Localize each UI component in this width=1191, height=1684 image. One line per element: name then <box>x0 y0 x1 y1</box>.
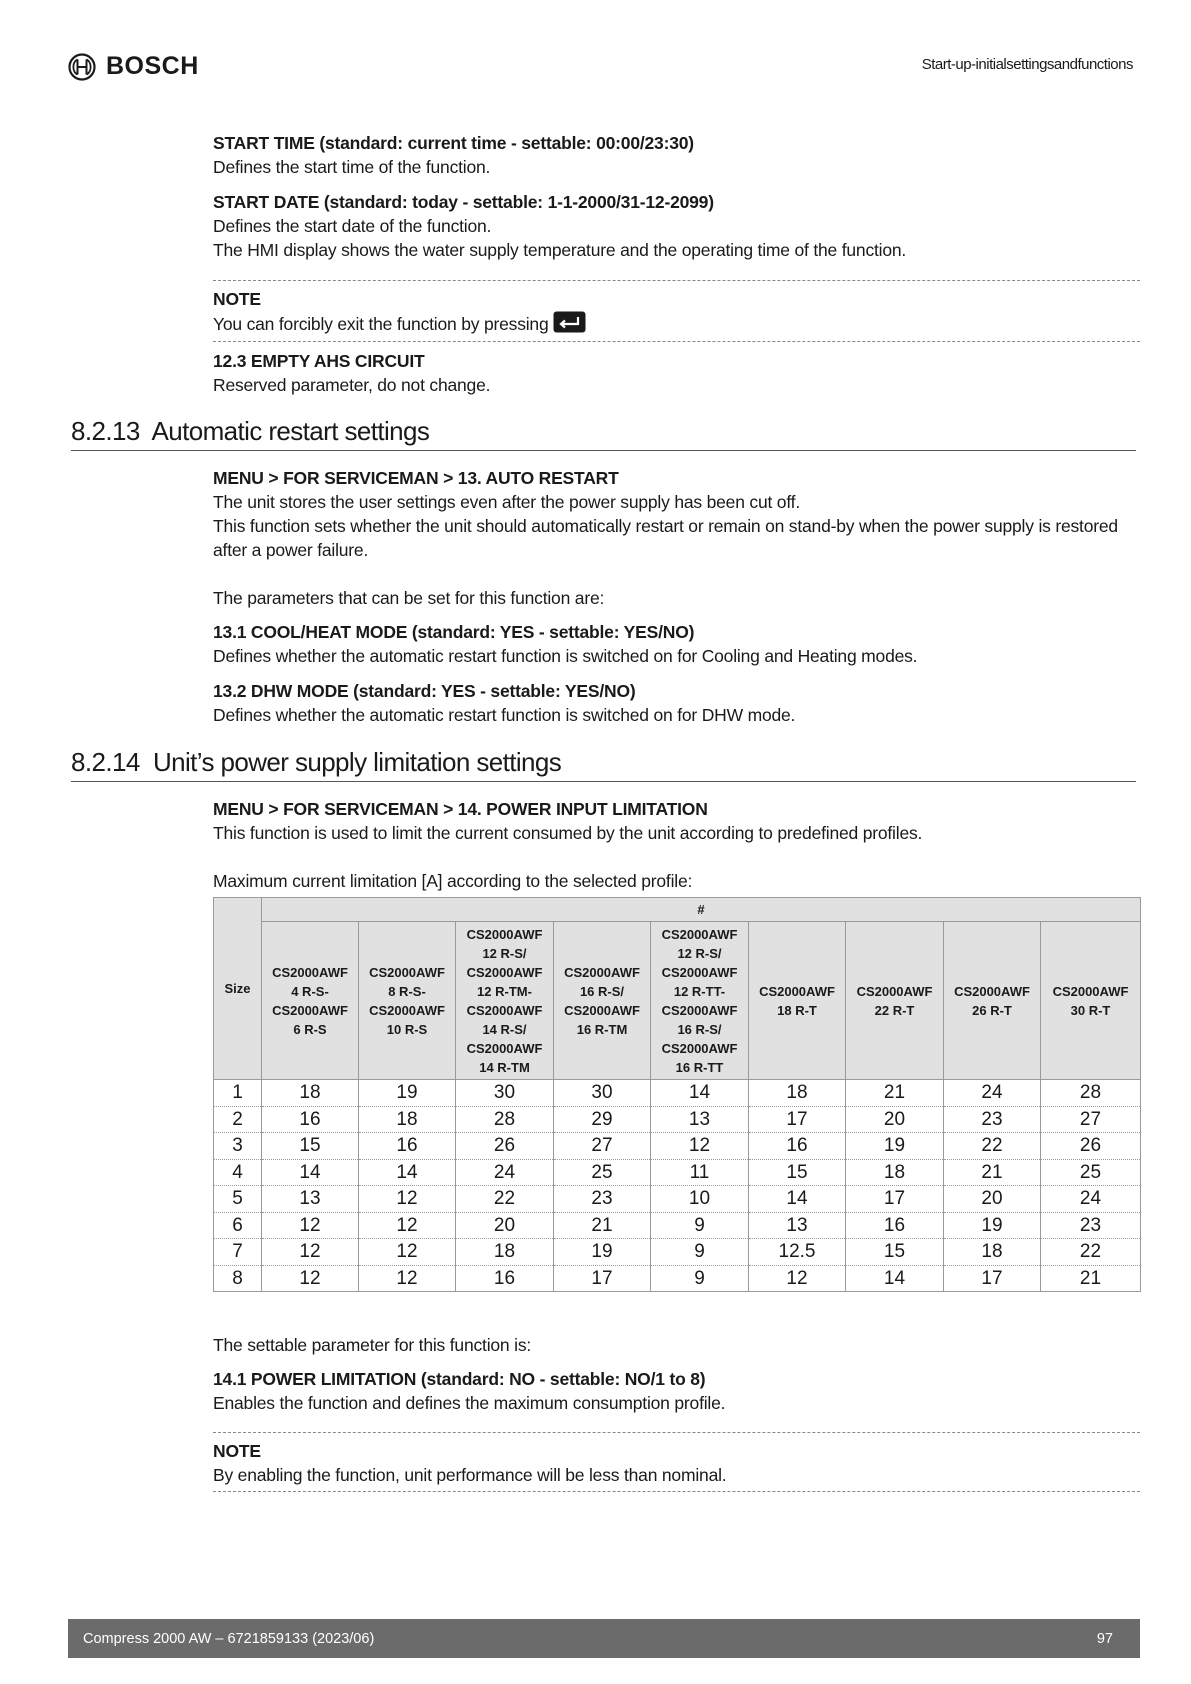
model-header-line: CS2000AWF <box>564 1002 640 1018</box>
current-limit-cell: 18 <box>846 1159 944 1186</box>
current-limit-cell: 21 <box>944 1159 1041 1186</box>
model-header-line: CS2000AWF <box>466 926 543 942</box>
current-limit-cell: 22 <box>456 1186 554 1213</box>
model-header-line: 12 R-TM- <box>477 983 532 999</box>
model-header <box>554 922 651 1080</box>
model-header <box>359 922 456 1080</box>
note-text: By enabling the function, unit performance will be less than nominal. <box>213 1465 727 1485</box>
model-header-line: 6 R-S <box>293 1021 327 1037</box>
model-header-line: 16 R-TT <box>675 1059 724 1075</box>
model-header-line: CS2000AWF <box>661 1002 738 1018</box>
start-date-hmi-text: The HMI display shows the water supply temperature and the operating time of the function. <box>213 240 907 260</box>
current-limit-cell: 18 <box>359 1106 456 1133</box>
note-exit-text: You can forcibly exit the function by pressing <box>213 314 549 334</box>
current-limit-cell: 19 <box>944 1212 1041 1239</box>
model-header-line: CS2000AWF <box>661 926 738 942</box>
model-header <box>1041 922 1141 1080</box>
auto-restart-params-intro: The parameters that can be set for this function are: <box>213 588 605 608</box>
current-limit-cell: 14 <box>749 1186 846 1213</box>
current-limit-cell: 13 <box>651 1106 749 1133</box>
current-limit-cell: 16 <box>359 1133 456 1160</box>
enter-key-icon <box>553 311 586 333</box>
param-13-1-text: Defines whether the automatic restart function is switched on for Cooling and Heating modes. <box>213 646 918 666</box>
model-header-line: CS2000AWF <box>466 1002 543 1018</box>
profile-size-cell: 7 <box>214 1239 262 1266</box>
start-time-text: Defines the start time of the function. <box>213 157 491 177</box>
page-number: 97 <box>1096 1630 1113 1647</box>
current-limit-cell: 12 <box>262 1212 359 1239</box>
power-limit-table-caption: Maximum current limitation [A] according to the selected profile: <box>213 871 693 891</box>
current-limit-cell: 18 <box>944 1239 1041 1266</box>
page-footer <box>68 1619 1140 1658</box>
section-8-2-13-title <box>71 414 1136 451</box>
current-limit-cell: 12 <box>651 1133 749 1160</box>
start-date-heading: START DATE (standard: today - settable: 1-1-2000/31-12-2099) <box>213 192 714 212</box>
profile-size-cell: 1 <box>214 1080 262 1107</box>
current-limit-cell: 20 <box>846 1106 944 1133</box>
current-limit-cell: 17 <box>554 1265 651 1292</box>
current-limit-cell: 21 <box>846 1080 944 1107</box>
model-header-line: CS2000AWF <box>954 983 1030 999</box>
profile-size-cell: 2 <box>214 1106 262 1133</box>
model-header-line: 14 R-S/ <box>482 1021 527 1037</box>
current-limit-cell: 23 <box>1041 1212 1141 1239</box>
current-limit-cell: 9 <box>651 1239 749 1266</box>
table-row <box>214 1106 1141 1133</box>
current-limit-cell: 21 <box>1041 1265 1141 1292</box>
current-limit-cell: 19 <box>554 1239 651 1266</box>
current-limit-cell: 15 <box>846 1239 944 1266</box>
current-limit-cell: 24 <box>944 1080 1041 1107</box>
model-header-line: 16 R-TM <box>576 1021 628 1037</box>
model-header-line: CS2000AWF <box>369 964 445 980</box>
section-number: 8.2.14 <box>71 747 140 777</box>
param-14-1-heading: 14.1 POWER LIMITATION (standard: NO - settable: NO/1 to 8) <box>213 1369 706 1389</box>
current-limit-cell: 12 <box>359 1186 456 1213</box>
current-limit-cell: 27 <box>554 1133 651 1160</box>
current-limit-cell: 18 <box>262 1080 359 1107</box>
header-section-title: Start-up-initialsettingsandfunctions <box>921 56 1133 73</box>
empty-ahs-heading: 12.3 EMPTY AHS CIRCUIT <box>213 351 425 371</box>
current-limit-cell: 20 <box>456 1212 554 1239</box>
note-text <box>213 311 1140 336</box>
hash-header: # <box>262 898 1141 922</box>
current-limit-cell: 28 <box>1041 1080 1141 1107</box>
model-header-line: 14 R-TM <box>479 1059 530 1075</box>
current-limit-cell: 17 <box>749 1106 846 1133</box>
model-header-line: CS2000AWF <box>272 1002 348 1018</box>
current-limit-cell: 19 <box>846 1133 944 1160</box>
auto-restart-text-1: The unit stores the user settings even after the power supply has been cut off. <box>213 492 801 512</box>
current-limit-cell: 24 <box>456 1159 554 1186</box>
current-limit-cell: 19 <box>359 1080 456 1107</box>
note-exit-function <box>213 280 1140 342</box>
current-limit-cell: 26 <box>1041 1133 1141 1160</box>
current-limit-cell: 15 <box>262 1133 359 1160</box>
current-limit-cell: 12 <box>359 1265 456 1292</box>
current-limit-cell: 28 <box>456 1106 554 1133</box>
current-limit-cell: 18 <box>456 1239 554 1266</box>
model-header-line: 4 R-S- <box>291 983 329 999</box>
current-limit-cell: 10 <box>651 1186 749 1213</box>
current-limit-cell: 14 <box>359 1159 456 1186</box>
auto-restart-menu-path: MENU > FOR SERVICEMAN > 13. AUTO RESTART <box>213 468 619 488</box>
current-limit-cell: 27 <box>1041 1106 1141 1133</box>
current-limit-cell: 17 <box>846 1186 944 1213</box>
table-row <box>214 1186 1141 1213</box>
table-row <box>214 1265 1141 1292</box>
current-limit-cell: 14 <box>651 1080 749 1107</box>
current-limit-cell: 14 <box>262 1159 359 1186</box>
current-limit-cell: 11 <box>651 1159 749 1186</box>
table-row <box>214 1133 1141 1160</box>
model-header-line: CS2000AWF <box>856 983 933 999</box>
current-limit-cell: 22 <box>1041 1239 1141 1266</box>
current-limit-cell: 16 <box>456 1265 554 1292</box>
model-header <box>846 922 944 1080</box>
size-header: Size <box>214 898 262 1080</box>
current-limit-cell: 13 <box>262 1186 359 1213</box>
empty-ahs-text: Reserved parameter, do not change. <box>213 375 491 395</box>
current-limit-cell: 25 <box>1041 1159 1141 1186</box>
start-date-block <box>213 190 1140 262</box>
profile-size-cell: 8 <box>214 1265 262 1292</box>
current-limit-cell: 16 <box>846 1212 944 1239</box>
table-row <box>214 1080 1141 1107</box>
profile-size-cell: 5 <box>214 1186 262 1213</box>
current-limit-cell: 12 <box>262 1265 359 1292</box>
current-limit-cell: 12.5 <box>749 1239 846 1266</box>
footer-document-id: Compress 2000 AW – 6721859133 (2023/06) <box>83 1630 375 1647</box>
table-row <box>214 1212 1141 1239</box>
model-header <box>749 922 846 1080</box>
current-limit-cell: 18 <box>749 1080 846 1107</box>
brand-name: BOSCH <box>106 52 199 80</box>
section-title-text: Automatic restart settings <box>151 416 430 446</box>
current-limit-cell: 12 <box>359 1212 456 1239</box>
model-header-line: 10 R-S <box>386 1021 428 1037</box>
profile-size-cell: 4 <box>214 1159 262 1186</box>
model-header-line: 8 R-S- <box>388 983 426 999</box>
current-limit-cell: 21 <box>554 1212 651 1239</box>
model-header-line: CS2000AWF <box>466 964 543 980</box>
current-limit-cell: 9 <box>651 1212 749 1239</box>
model-header-line: 12 R-S/ <box>482 945 527 961</box>
current-limit-cell: 24 <box>1041 1186 1141 1213</box>
brand-logo <box>68 52 199 81</box>
current-limit-cell: 16 <box>749 1133 846 1160</box>
note-title: NOTE <box>213 289 261 309</box>
current-limit-cell: 29 <box>554 1106 651 1133</box>
current-limitation-table <box>213 897 1141 1292</box>
current-limit-cell: 14 <box>846 1265 944 1292</box>
model-header-line: 18 R-T <box>777 1002 817 1018</box>
param-14-1-text: Enables the function and defines the maximum consumption profile. <box>213 1393 726 1413</box>
model-header <box>944 922 1041 1080</box>
section-8-2-14-title <box>71 745 1136 782</box>
current-limit-cell: 16 <box>262 1106 359 1133</box>
current-limit-cell: 13 <box>749 1212 846 1239</box>
model-header-line: 22 R-T <box>874 1002 915 1018</box>
current-limit-cell: 12 <box>262 1239 359 1266</box>
model-header-line: 16 R-S/ <box>677 1021 722 1037</box>
power-limit-param-block <box>213 1333 1140 1415</box>
section-number: 8.2.13 <box>71 416 140 446</box>
model-header-line: CS2000AWF <box>1052 983 1129 999</box>
note-performance <box>213 1432 1140 1492</box>
empty-ahs-block <box>213 349 1140 397</box>
auto-restart-text-2: This function sets whether the unit should automatically restart or remain on stand-by when the power supply is restored after a power failure. <box>213 516 1118 560</box>
power-limit-block <box>213 797 1140 893</box>
table-row <box>214 1159 1141 1186</box>
param-13-1-heading: 13.1 COOL/HEAT MODE (standard: YES - settable: YES/NO) <box>213 622 695 642</box>
current-limit-cell: 20 <box>944 1186 1041 1213</box>
start-date-text: Defines the start date of the function. <box>213 216 492 236</box>
model-header-line: 12 R-TT- <box>673 983 726 999</box>
current-limit-cell: 23 <box>554 1186 651 1213</box>
model-header-line: 26 R-T <box>972 1002 1012 1018</box>
current-limit-cell: 12 <box>359 1239 456 1266</box>
model-header-line: 30 R-T <box>1070 1002 1111 1018</box>
profile-size-cell: 3 <box>214 1133 262 1160</box>
note-title: NOTE <box>213 1441 261 1461</box>
model-header-line: 12 R-S/ <box>677 945 722 961</box>
power-limit-param-intro: The settable parameter for this function is: <box>213 1335 532 1355</box>
current-limit-cell: 23 <box>944 1106 1041 1133</box>
model-header-line: CS2000AWF <box>272 964 348 980</box>
model-header <box>651 922 749 1080</box>
bosch-armature-icon <box>68 53 96 81</box>
current-limit-cell: 12 <box>749 1265 846 1292</box>
current-limit-cell: 17 <box>944 1265 1041 1292</box>
model-header-line: CS2000AWF <box>661 964 738 980</box>
section-title-text: Unit’s power supply limitation settings <box>152 747 562 777</box>
current-limit-cell: 30 <box>554 1080 651 1107</box>
model-header-line: CS2000AWF <box>759 983 835 999</box>
current-limit-cell: 22 <box>944 1133 1041 1160</box>
auto-restart-block <box>213 466 1140 727</box>
current-limit-cell: 26 <box>456 1133 554 1160</box>
current-limit-cell: 9 <box>651 1265 749 1292</box>
start-time-block <box>213 131 1140 179</box>
current-limit-cell: 25 <box>554 1159 651 1186</box>
model-header-line: CS2000AWF <box>661 1040 738 1056</box>
start-time-heading: START TIME (standard: current time - settable: 00:00/23:30) <box>213 133 694 153</box>
profile-size-cell: 6 <box>214 1212 262 1239</box>
current-limit-cell: 15 <box>749 1159 846 1186</box>
param-13-2-text: Defines whether the automatic restart function is switched on for DHW mode. <box>213 705 796 725</box>
model-header-line: CS2000AWF <box>369 1002 445 1018</box>
param-13-2-heading: 13.2 DHW MODE (standard: YES - settable: YES/NO) <box>213 681 636 701</box>
model-header <box>262 922 359 1080</box>
power-limit-text-1: This function is used to limit the current consumed by the unit according to predefined profiles. <box>213 823 923 843</box>
model-header-line: CS2000AWF <box>564 964 640 980</box>
current-limit-cell: 30 <box>456 1080 554 1107</box>
power-limit-menu-path: MENU > FOR SERVICEMAN > 14. POWER INPUT LIMITATION <box>213 799 708 819</box>
model-header <box>456 922 554 1080</box>
model-header-line: 16 R-S/ <box>579 983 625 999</box>
model-header-line: CS2000AWF <box>466 1040 543 1056</box>
table-row <box>214 1239 1141 1266</box>
